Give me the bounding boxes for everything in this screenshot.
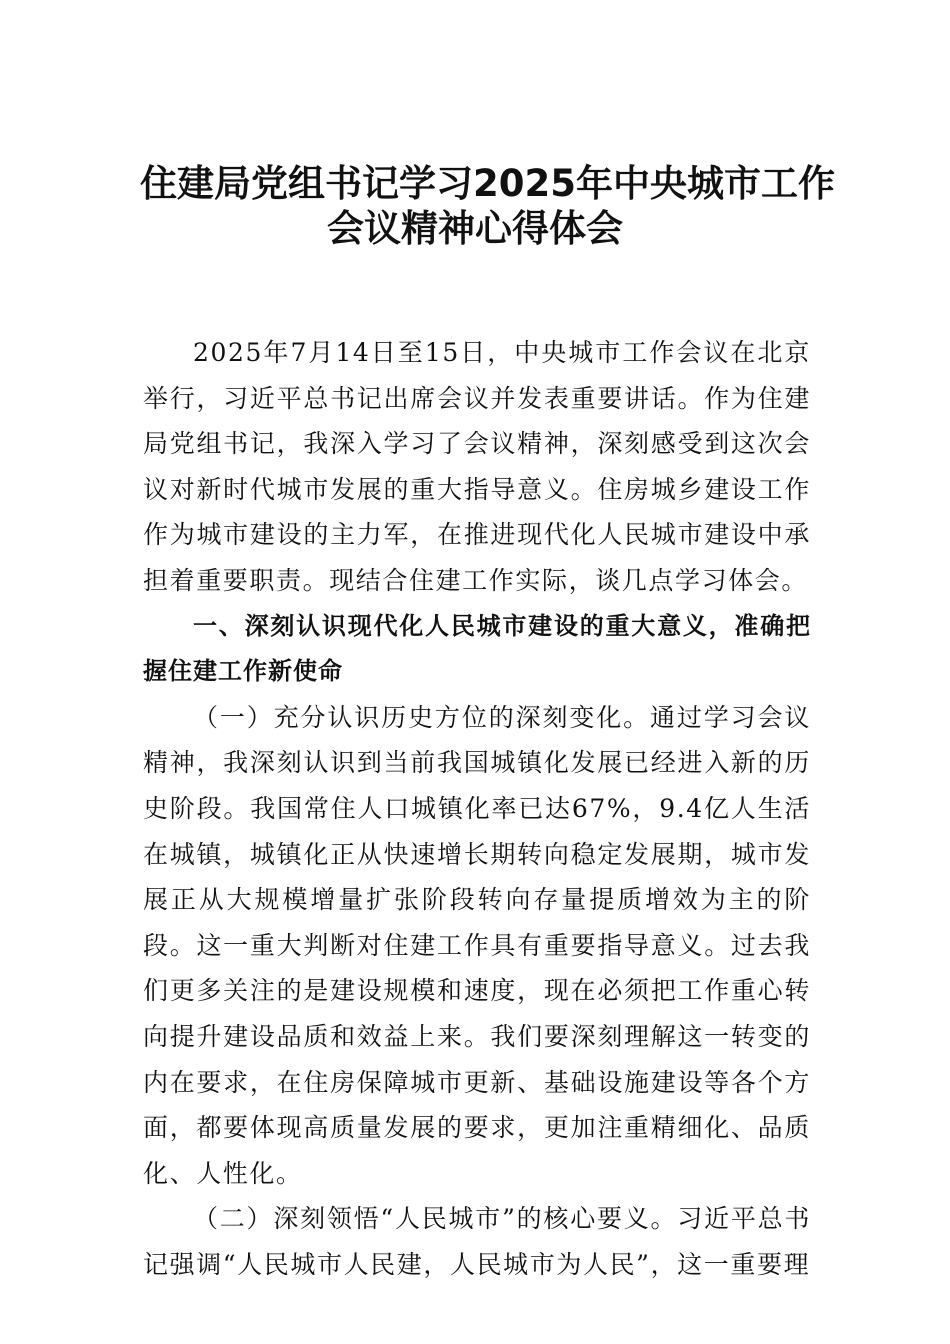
- intro-paragraph: 2025年7月14日至15日，中央城市工作会议在北京举行，习近平总书记出席会议并发表重要讲话。作为住建局党组书记，我深入学习了会议精神，深刻感受到这次会议对新时代城市发展的重大指导意义。住房城乡建设工作作为城市建设的主力军，在推进现代化人民城市建设中承担着重要职责。现结合住建工作实际，谈几点学习体会。: [143, 338, 811, 595]
- document-title-line-1: 住建局党组书记学习2025年中央城市工作: [140, 162, 835, 205]
- document-body: [143, 330, 811, 1287]
- subsection-2-paragraph: （二）深刻领悟“人民城市”的核心要义。习近平总书记强调“人民城市人民建，人民城市为人民”，这一重要理: [143, 1204, 811, 1279]
- document-title-line-2: 会议精神心得体会: [327, 207, 623, 250]
- section-1-heading: 一、深刻认识现代化人民城市建设的重大意义，准确把握住建工作新使命: [143, 611, 811, 686]
- subsection-1-paragraph: （一）充分认识历史方位的深刻变化。通过学习会议精神，我深刻认识到当前我国城镇化发展已经进入新的历史阶段。我国常住人口城镇化率已达67%，9.4亿人生活在城镇，城镇化正从快速增长期转向稳定发展期，城市发展正从大规模增量扩张阶段转向存量提质增效为主的阶段。这一重大判断对住建工作具有重要指导意义。过去我们更多关注的是建设规模和速度，现在必须把工作重心转向提升建设品质和效益上来。我们要深刻理解这一转变的内在要求，在住房保障城市更新、基础设施建设等各个方面，都要体现高质量发展的要求，更加注重精细化、品质化、人性化。: [143, 702, 811, 1188]
